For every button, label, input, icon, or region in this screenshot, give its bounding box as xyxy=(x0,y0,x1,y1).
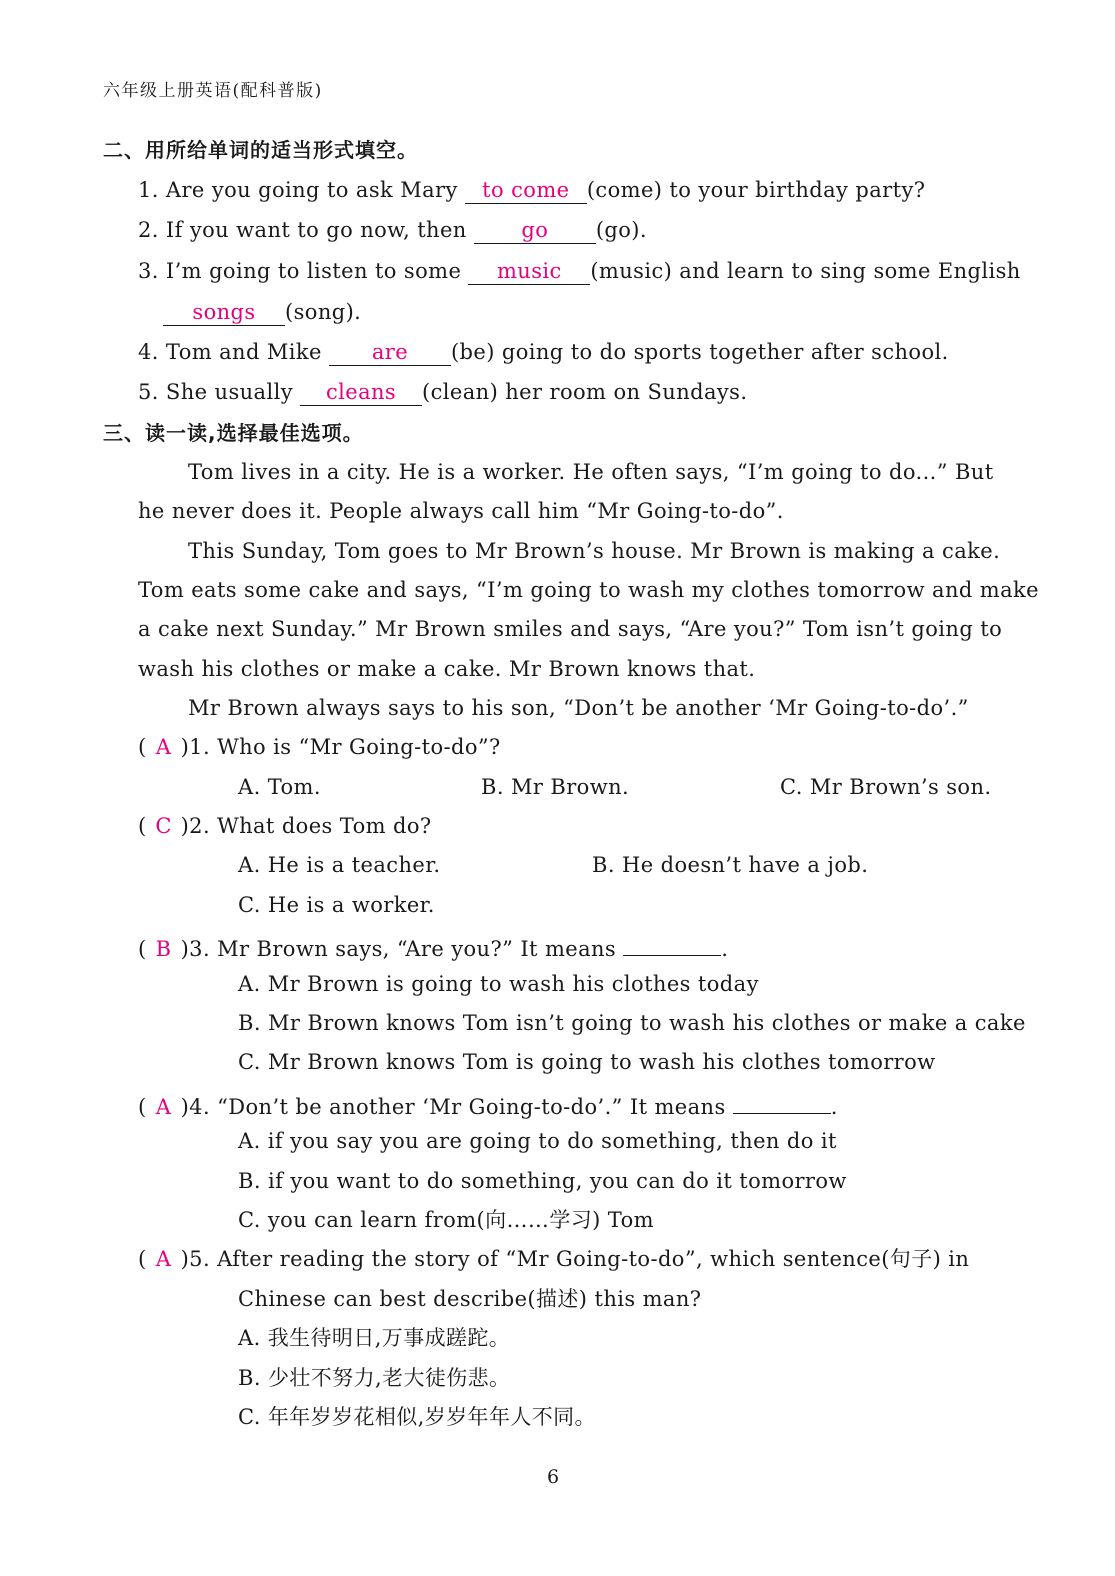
option-b: B. 少壮不努力,老大徒伤悲。 xyxy=(238,1366,511,1390)
passage-line: Tom lives in a city. He is a worker. He often says, “I’m going to do...” But xyxy=(188,460,994,484)
answer-letter: A xyxy=(155,1095,172,1119)
answer-blank: are xyxy=(329,339,451,366)
fill-question-4: 4. Tom and Mike are (be) going to do sports together after school. xyxy=(138,340,949,364)
option-c: C. Mr Brown knows Tom is going to wash his clothes tomorrow xyxy=(238,1050,936,1074)
mc-question-1: ( A )1. Who is “Mr Going-to-do”? xyxy=(138,732,501,762)
answer-blank: music xyxy=(468,258,590,285)
answer-blank: songs xyxy=(163,299,285,326)
option-c: C. you can learn from(向……学习) Tom xyxy=(238,1208,654,1232)
option-a: A. He is a teacher. xyxy=(238,853,441,877)
option-b: B. He doesn’t have a job. xyxy=(592,853,869,877)
fill-question-3: 3. I’m going to listen to some music (music) and learn to sing some English xyxy=(138,259,1021,283)
page-header: 六年级上册英语(配科普版) xyxy=(103,81,323,101)
answer-letter: B xyxy=(155,937,172,961)
passage-line: Mr Brown always says to his son, “Don’t be another ‘Mr Going-to-do’.” xyxy=(188,696,969,720)
answer-letter: A xyxy=(155,735,172,759)
section-3-title: 三、读一读,选择最佳选项。 xyxy=(103,421,364,445)
fill-question-5: 5. She usually cleans (clean) her room on Sundays. xyxy=(138,380,748,404)
option-b: B. if you want to do something, you can do it tomorrow xyxy=(238,1169,847,1193)
mc-question-2: ( C )2. What does Tom do? xyxy=(138,811,432,841)
option-c: C. Mr Brown’s son. xyxy=(780,775,992,799)
option-c: C. He is a worker. xyxy=(238,893,435,917)
option-a: A. 我生待明日,万事成蹉跎。 xyxy=(238,1326,511,1350)
answer-blank: go xyxy=(474,217,596,244)
fill-question-2: 2. If you want to go now, then go (go). xyxy=(138,218,647,242)
answer-blank xyxy=(623,929,721,956)
answer-letter: A xyxy=(155,1247,172,1271)
answer-blank xyxy=(733,1087,831,1114)
passage-line: a cake next Sunday.” Mr Brown smiles and says, “Are you?” Tom isn’t going to xyxy=(138,617,1003,641)
mc-question-3: ( B )3. Mr Brown says, “Are you?” It means . xyxy=(138,929,728,964)
answer-letter: C xyxy=(155,814,172,838)
mc-question-5-continued: Chinese can best describe(描述) this man? xyxy=(238,1287,702,1311)
passage-line: he never does it. People always call him “Mr Going-to-do”. xyxy=(138,499,784,523)
passage-line: This Sunday, Tom goes to Mr Brown’s house. Mr Brown is making a cake. xyxy=(188,539,1001,563)
answer-blank: to come xyxy=(465,177,587,204)
fill-question-1: 1. Are you going to ask Mary to come (come) to your birthday party? xyxy=(138,178,926,202)
section-2-title: 二、用所给单词的适当形式填空。 xyxy=(103,138,418,162)
option-a: A. Tom. xyxy=(238,775,321,799)
option-b: B. Mr Brown knows Tom isn’t going to wash his clothes or make a cake xyxy=(238,1011,1026,1035)
option-c: C. 年年岁岁花相似,岁岁年年人不同。 xyxy=(238,1405,596,1429)
option-b: B. Mr Brown. xyxy=(481,775,630,799)
passage-line: Tom eats some cake and says, “I’m going to wash my clothes tomorrow and make xyxy=(138,578,1039,602)
page-number: 6 xyxy=(547,1466,560,1488)
fill-question-3-continued: songs (song). xyxy=(163,297,361,327)
mc-question-4: ( A )4. “Don’t be another ‘Mr Going-to-do’.” It means . xyxy=(138,1087,838,1122)
mc-question-5: ( A )5. After reading the story of “Mr Going-to-do”, which sentence(句子) in xyxy=(138,1244,969,1274)
passage-line: wash his clothes or make a cake. Mr Brown knows that. xyxy=(138,657,756,681)
option-a: A. Mr Brown is going to wash his clothes today xyxy=(238,972,759,996)
option-a: A. if you say you are going to do something, then do it xyxy=(238,1129,837,1153)
answer-blank: cleans xyxy=(300,379,422,406)
